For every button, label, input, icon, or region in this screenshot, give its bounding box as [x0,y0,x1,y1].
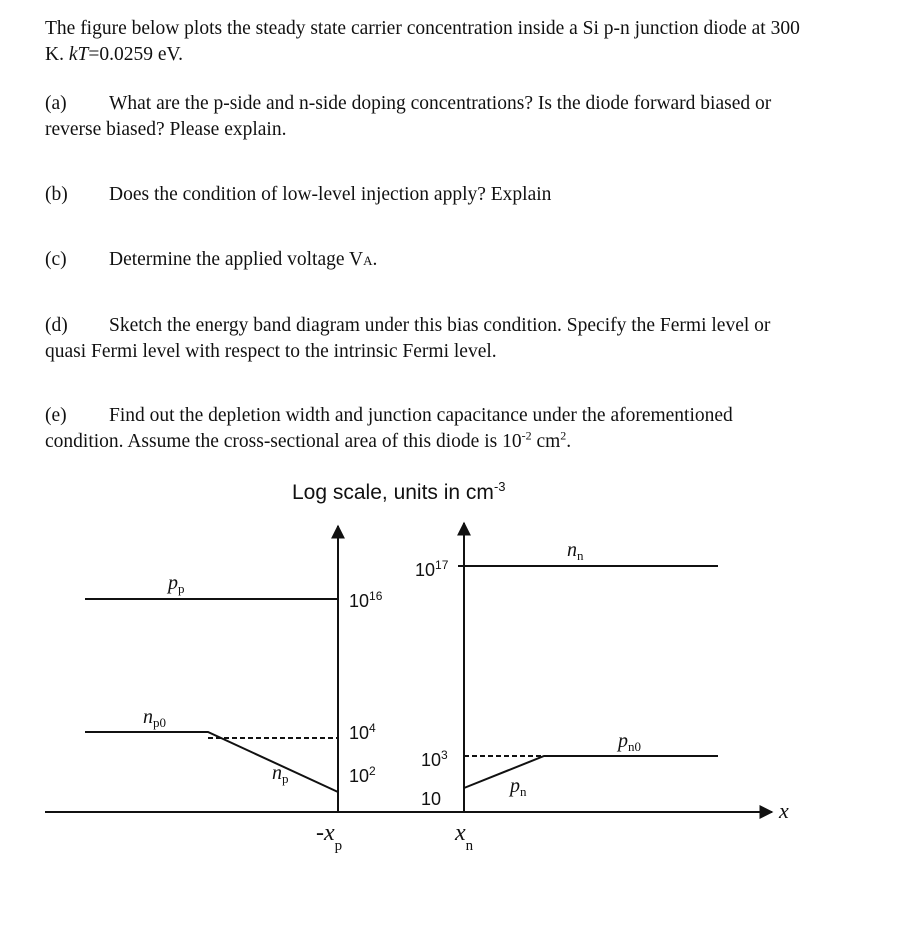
tick-1e17: $10^{17}$ [415,558,449,580]
question-b-text: Does the condition of low-level injection apply? Explain [109,184,552,205]
question-e [45,403,875,455]
question-e-exp2: 2 [560,428,567,443]
tick-1e3: $10^3$ [421,748,448,770]
question-a-line1: What are the p-side and n-side doping concentrations? Is the diode forward biased or [109,93,772,114]
tick-1e16: $10^{16}$ [349,589,383,611]
kt-value: =0.0259 eV. [88,44,183,65]
tick-10: 10 [421,789,442,809]
question-e-line1: Find out the depletion width and junction capacitance under the aforementioned [109,405,733,426]
question-d-line1: Sketch the energy band diagram under this bias condition. Specify the Fermi level or [109,315,771,336]
intro-line2-prefix: K. [45,44,69,65]
question-c-end: . [372,249,378,270]
question-a-line2: reverse biased? Please explain. [45,119,287,140]
question-a [45,91,875,143]
kt-variable: kT [68,44,89,65]
carrier-concentration-figure [0,470,898,890]
tick-1e4: $10^4$ [349,721,376,743]
intro-line1: The figure below plots the steady state carrier concentration inside a Si p-n junction diode at 300 [45,18,800,39]
label-np: $n_p$ [272,762,289,786]
label-nn: $n_n$ [567,539,584,563]
question-c-subscript: A [363,253,373,268]
label-pno: $p_{n0}$ [618,730,641,754]
intro-paragraph [45,16,875,68]
label-pp: $p_p$ [168,572,185,596]
figure-title: Log scale, units in $cm^{-3}$ [292,479,506,504]
question-e-line2b: cm [531,431,561,452]
label-pn: $p_n$ [510,775,527,799]
question-b [45,182,875,208]
np-curve [85,732,338,792]
question-d-label: (d) [45,315,68,336]
question-c-text: Determine the applied voltage V [109,249,364,270]
figure-title-exp: -3 [493,479,506,494]
label-xn: $x_n$ [455,820,474,854]
tick-1e2: $10^2$ [349,764,376,786]
question-e-exp: -2 [521,428,532,443]
question-e-label: (e) [45,405,67,426]
pn-curve [464,756,718,788]
question-d-line2: quasi Fermi level with respect to the intrinsic Fermi level. [45,341,497,362]
question-c [45,247,875,274]
question-e-line2c: . [566,431,572,452]
question-c-label: (c) [45,249,67,270]
question-b-label: (b) [45,184,68,205]
label-x-axis: x [779,798,789,823]
question-d [45,313,875,365]
label-npo: $n_{p0}$ [143,706,166,730]
question-e-line2a: condition. Assume the cross-sectional area of this diode is 10 [45,431,522,452]
question-a-label: (a) [45,93,67,114]
label-minus-xp: $-x_p$ [316,820,343,854]
